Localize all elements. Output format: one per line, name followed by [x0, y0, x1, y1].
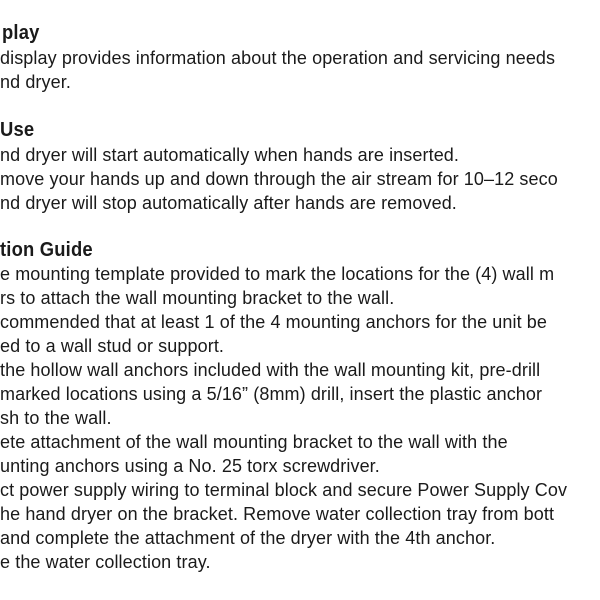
- installation-line-7: sh to the wall.: [0, 408, 112, 428]
- use-line-3: nd dryer will stop automatically after hands are removed.: [0, 193, 457, 213]
- use-line-2: move your hands up and down through the air stream for 10–12 seco: [0, 169, 558, 189]
- installation-line-4: ed to a wall stud or support.: [0, 336, 225, 356]
- installation-line-1: e mounting template provided to mark the locations for the (4) wall m: [0, 264, 555, 284]
- installation-line-9: unting anchors using a No. 25 torx screwdriver.: [0, 456, 380, 476]
- installation-line-10: ct power supply wiring to terminal block and secure Power Supply Cov: [0, 480, 568, 500]
- installation-line-11: he hand dryer on the bracket. Remove water collection tray from bott: [0, 504, 555, 524]
- installation-line-2: rs to attach the wall mounting bracket to the wall.: [0, 288, 395, 308]
- display-line-2: nd dryer.: [0, 72, 71, 92]
- installation-line-6: marked locations using a 5/16” (8mm) drill, insert the plastic anchor: [0, 384, 543, 404]
- display-line-1: display provides information about the operation and servicing needs: [0, 48, 556, 68]
- use-line-1: nd dryer will start automatically when hands are inserted.: [0, 145, 460, 165]
- installation-line-12: and complete the attachment of the dryer with the 4th anchor.: [0, 528, 496, 548]
- installation-heading: tion Guide: [0, 239, 93, 261]
- installation-line-13: e the water collection tray.: [0, 552, 211, 572]
- installation-line-8: ete attachment of the wall mounting bracket to the wall with the: [0, 432, 508, 452]
- use-heading: Use: [0, 119, 35, 141]
- installation-line-5: the hollow wall anchors included with the wall mounting kit, pre-drill: [0, 360, 541, 380]
- display-heading: play: [2, 22, 40, 44]
- installation-line-3: commended that at least 1 of the 4 mounting anchors for the unit be: [0, 312, 548, 332]
